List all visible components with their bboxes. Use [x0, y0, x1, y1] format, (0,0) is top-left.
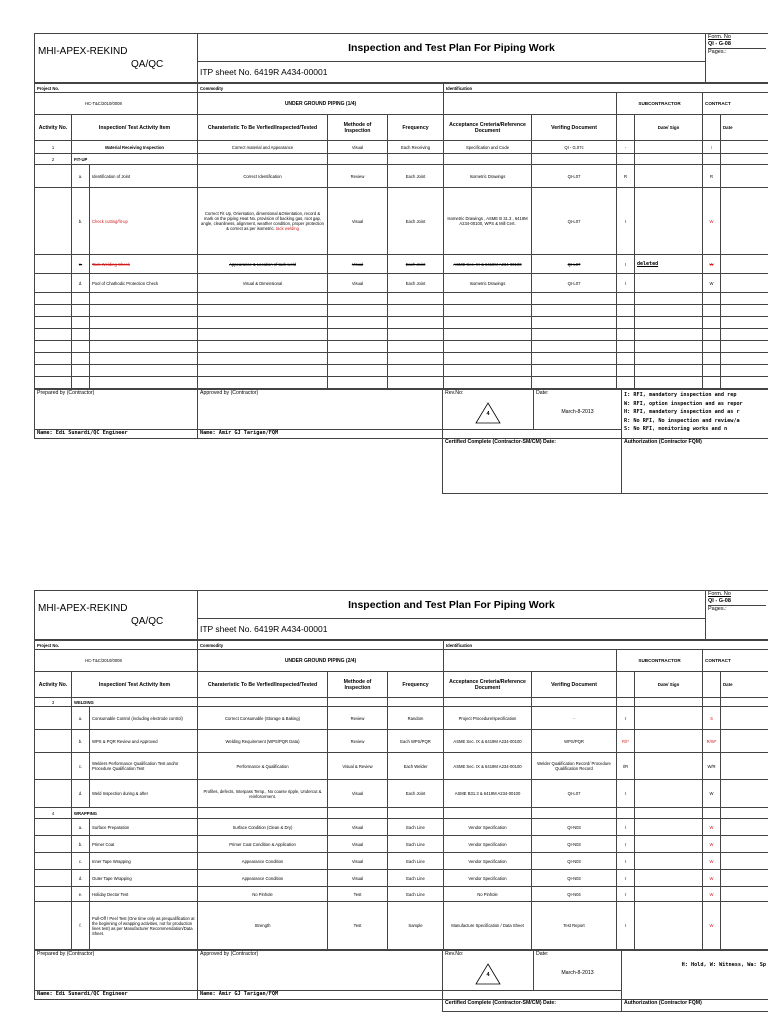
sub-item-letter: a.: [72, 165, 90, 188]
empty-row: [35, 341, 768, 353]
legend-block: [622, 390, 768, 439]
revision-triangle-icon: [475, 963, 501, 985]
authorization-label: Authorization (Contractor FQM): [622, 439, 768, 494]
date-label: Date:: [536, 390, 549, 396]
verifying-document: Welder Qualification Record/ Procedure Qualification Record: [532, 753, 617, 780]
activity-item: Check cutting/fit-up: [90, 188, 198, 255]
verifying-document: WPS/PQR: [532, 730, 617, 753]
identification-label: Identification: [444, 84, 768, 93]
empty-row: [35, 377, 768, 389]
table-row: [35, 780, 768, 808]
characteristic: Appearance Condition: [198, 853, 328, 870]
sub-item-letter: a.: [72, 819, 90, 836]
legend-item: H: RFI, mandatory inspection and as r: [624, 409, 740, 416]
sub-item-letter: c.: [72, 255, 90, 274]
prepared-by-name: Name: Edi Sunardi/QC Engineer: [35, 430, 198, 439]
subcontractor-code: I: [617, 887, 635, 902]
company-name: MHI-APEX-REKIND: [38, 603, 128, 614]
sub-item-letter: c.: [72, 753, 90, 780]
company-name: MHI-APEX-REKIND: [38, 46, 128, 57]
verifying-document: QI-N03: [532, 853, 617, 870]
rev-block: [443, 390, 534, 430]
characteristic: Correct Consumable (Storage & Baking): [198, 707, 328, 730]
sub-item-letter: f.: [72, 902, 90, 950]
col-acceptance: Acceptance Creteria/Reference Document: [444, 672, 532, 698]
characteristic: No Pinhole: [198, 887, 328, 902]
activity-item: Holiday Dector Test: [90, 887, 198, 902]
acceptance: ASME B31.3 & 6419M A234-00100: [444, 780, 532, 808]
acceptance: ASME Sec. IX & 6419M A234-00100: [444, 255, 532, 274]
prepared-by-label: Prepared by (Contractor): [35, 390, 198, 430]
table-row: [35, 753, 768, 780]
method: Visual: [328, 853, 388, 870]
sub-item-letter: d.: [72, 274, 90, 293]
acceptance: Manufacture Specification / Data Sheet: [444, 902, 532, 950]
frequency: Sample: [388, 902, 444, 950]
rev-no-label: Rev.No:: [445, 390, 464, 396]
frequency: Each Joint: [388, 188, 444, 255]
verifying-document: QI-L07: [532, 255, 617, 274]
col-con-date-sign: Date: [721, 672, 768, 698]
activity-item: Outer Tape Wrapping: [90, 870, 198, 887]
acceptance: Vendor Specification: [444, 853, 532, 870]
contractor-code: W: [703, 780, 721, 808]
acceptance: Specification and Code: [444, 141, 532, 154]
sub-item-letter: b.: [72, 730, 90, 753]
approved-by-name: Name: Amir GJ Tarigan/FQM: [198, 991, 443, 1000]
col-con-date-sign: Date: [721, 115, 768, 141]
frequency: Each Line: [388, 819, 444, 836]
empty-row: [35, 365, 768, 377]
verifying-document: QI-N04: [532, 887, 617, 902]
activity-item: WELDING: [72, 698, 198, 707]
commodity-value: UNDER GROUND PIPING (1/4): [198, 93, 444, 115]
frequency: Each Welder: [388, 753, 444, 780]
contractor-code: I: [703, 141, 721, 154]
method: Visual: [328, 141, 388, 154]
table-row: [35, 274, 768, 293]
col-activity-item: Inspection/ Test Activity Item: [72, 115, 198, 141]
activity-item: Primer Coat: [90, 836, 198, 853]
subcontractor-code: R/I*: [617, 730, 635, 753]
contractor-code: W: [703, 902, 721, 950]
subcontractor-code: -: [617, 141, 635, 154]
acceptance: Vendor Specification: [444, 870, 532, 887]
sub-item-letter: d.: [72, 870, 90, 887]
characteristic: Visual & Dimensional: [198, 274, 328, 293]
method: Visual: [328, 188, 388, 255]
itp-sheet-1: [34, 33, 768, 494]
legend-item: I: RFI, mandatory inspection and rep: [624, 392, 737, 398]
form-no-label: Form. No: [708, 591, 731, 597]
activity-item: Pool of Chathodic Protection Check: [90, 274, 198, 293]
itp-sheet-2: [34, 590, 768, 1012]
certified-complete-label: Certified Complete (Contractor-SM/CM) Date:: [443, 1000, 622, 1012]
method: Visual: [328, 780, 388, 808]
method: Visual: [328, 255, 388, 274]
subcontractor-code: I: [617, 902, 635, 950]
activity-item: WPS & PQR Review and Approved: [90, 730, 198, 753]
acceptance: Isometric Drawings: [444, 165, 532, 188]
document-title: Inspection and Test Plan For Piping Work: [198, 591, 706, 619]
frequency: Each Line: [388, 870, 444, 887]
commodity-value: UNDER GROUND PIPING (2/4): [198, 650, 444, 672]
table-row: [35, 887, 768, 902]
legend-item: W: RFI, option inspection and as repor: [624, 400, 743, 407]
table-row: [35, 707, 768, 730]
frequency: Each Joint: [388, 780, 444, 808]
col-characteristic: Charateristic To Be Verfied/Inspected/Tested: [198, 115, 328, 141]
col-acceptance: Acceptance Creteria/Reference Document: [444, 115, 532, 141]
characteristic: Welding Requirement (WPS/PQR Data): [198, 730, 328, 753]
subcontractor-code: I/R: [617, 753, 635, 780]
table-row: [35, 870, 768, 887]
subcontractor-code: I: [617, 707, 635, 730]
frequency: Each Line: [388, 853, 444, 870]
contractor-code: W: [703, 255, 721, 274]
subcontractor-code: I: [617, 819, 635, 836]
date-value: March-8-2013: [561, 970, 594, 976]
form-no: QI - G-08: [708, 598, 766, 606]
activity-item: FIT-UP: [72, 154, 198, 165]
subcontractor-code: I: [617, 274, 635, 293]
department: QA/QC: [131, 616, 164, 627]
acceptance: No Pinhole: [444, 887, 532, 902]
characteristic: Profiles, defects, Interpass Temp., No coarse ripple, Undercut & reinforcement.: [198, 780, 328, 808]
frequency: Each Line: [388, 836, 444, 853]
activity-no: 1: [35, 141, 72, 154]
sub-item-letter: d.: [72, 780, 90, 808]
table-row: [35, 808, 768, 819]
table-row: [35, 902, 768, 950]
activity-item: Weld Inspection during & after: [90, 780, 198, 808]
method: Test: [328, 902, 388, 950]
characteristic: Strength: [198, 902, 328, 950]
method: Review: [328, 165, 388, 188]
col-verifying: Verifing Document: [532, 672, 617, 698]
company-block: [35, 591, 198, 640]
col-sub-date-sign: Date/ Sign: [635, 672, 703, 698]
activity-item: WRAPPING: [72, 808, 198, 819]
contractor-code: R: [703, 165, 721, 188]
certified-complete-label: Certified Complete (Contractor-SM/CM) Date:: [443, 439, 622, 494]
method: Review: [328, 707, 388, 730]
form-no: QI - G-08: [708, 41, 766, 49]
empty-row: [35, 293, 768, 305]
col-characteristic: Charateristic To Be Verfied/Inspected/Tested: [198, 672, 328, 698]
table-row: [35, 698, 768, 707]
department: QA/QC: [131, 59, 164, 70]
identification-value: [444, 650, 617, 672]
verifying-document: Test Report: [532, 902, 617, 950]
commodity-label: Commodity: [198, 84, 444, 93]
characteristic: Appearance & Location of tack weld: [198, 255, 328, 274]
col-con-code: [703, 672, 721, 698]
col-activity-no: Activity No.: [35, 115, 72, 141]
date-block: [534, 390, 622, 430]
verifying-document: QI - G.07c: [532, 141, 617, 154]
empty-row: [35, 305, 768, 317]
project-no: HC-T&C/2010/0008: [35, 650, 198, 672]
method: Review: [328, 730, 388, 753]
activity-item: Welders Performance Qualification Test and/or Procedure Qualification Test: [90, 753, 198, 780]
characteristic: Primer Coat Condition & Application: [198, 836, 328, 853]
characteristic: Surface Condition (Clean & Dry): [198, 819, 328, 836]
frequency: Random: [388, 707, 444, 730]
activity-no: 2: [35, 154, 72, 165]
verifying-document: QI-N03: [532, 819, 617, 836]
commodity-label: Commodity: [198, 641, 444, 650]
method: Visual: [328, 870, 388, 887]
header-table: [34, 33, 768, 83]
activity-item: Identification of Joint: [90, 165, 198, 188]
deleted-note: deleted: [637, 261, 659, 267]
itp-sheet-number: ITP sheet No. 6419R A434-00001: [198, 62, 706, 83]
activity-item: Material Receiving Inspection: [72, 141, 198, 154]
col-method: Methode of Inspection: [328, 115, 388, 141]
frequency: Each Joint: [388, 274, 444, 293]
method: Test: [328, 887, 388, 902]
col-sub-code: [617, 672, 635, 698]
table-row: [35, 165, 768, 188]
frequency: Each WPS/PQR: [388, 730, 444, 753]
method: Visual: [328, 819, 388, 836]
table-row: [35, 141, 768, 154]
table-row: [35, 853, 768, 870]
verifying-document: QI-L07: [532, 165, 617, 188]
table-row: [35, 188, 768, 255]
contractor-code: W: [703, 870, 721, 887]
date-block: [534, 951, 622, 991]
col-frequency: Frequency: [388, 115, 444, 141]
contractor-code: W/R: [703, 753, 721, 780]
inspection-table: [34, 83, 768, 389]
col-sub-code: [617, 115, 635, 141]
footer-table: [34, 950, 768, 1012]
company-block: [35, 34, 198, 83]
date-label: Date:: [536, 951, 549, 957]
rev-value: 4: [486, 972, 490, 978]
acceptance: Isometric Drawings , ASME B 31.3 , 6419M A234-00100, WPS & Mill Cert.: [444, 188, 532, 255]
activity-item: Pull-Off / Peel Test (One time only as prequalification at the beginning of wrapping activities, not for production lines test) as per Manufacturer Recommendation/Data Sheet.: [90, 902, 198, 950]
acceptance: Vendor Specification: [444, 836, 532, 853]
frequency: Each Joint: [388, 255, 444, 274]
table-row: [35, 255, 768, 274]
contractor-header: CONTRACT: [703, 93, 768, 115]
table-row: [35, 730, 768, 753]
prepared-by-name: Name: Edi Sunardi/QC Engineer: [35, 991, 198, 1000]
sub-item-letter: a.: [72, 707, 90, 730]
pages-label: Pages.:: [708, 606, 727, 612]
legend-item: R: No RFI, No inspection and review/a: [624, 417, 740, 424]
project-no-label: Project No.: [35, 84, 198, 93]
frequency: Each Joint: [388, 165, 444, 188]
rev-value: 4: [486, 411, 490, 417]
subcontractor-code: I: [617, 188, 635, 255]
characteristic: Correct material and Appearance: [198, 141, 328, 154]
identification-label: Identification: [444, 641, 768, 650]
table-row: [35, 836, 768, 853]
rev-block: [443, 951, 534, 991]
legend-hold-witness: H: Hold, W: Witness, Wa: Sp: [681, 962, 766, 968]
empty-row: [35, 317, 768, 329]
sub-item-letter: c.: [72, 853, 90, 870]
subcontractor-header: SUBCONTRACTOR: [617, 650, 703, 672]
approved-by-label: Approved by (Contractor): [198, 390, 443, 430]
col-method: Methode of Inspection: [328, 672, 388, 698]
characteristic: Correct Fit Up, Orientation, dimentional &Orientation, record & mark on the piping Heat No. provision of backing gas, root gap, angle, cleanliness, alignment, weather condition, proper protection & correct as per isometric. tack welding: [198, 188, 328, 255]
activity-item: Surface Preparation: [90, 819, 198, 836]
sub-item-letter: e.: [72, 887, 90, 902]
verifying-document: QI-N03: [532, 870, 617, 887]
project-no-label: Project No.: [35, 641, 198, 650]
revision-triangle-icon: [475, 402, 501, 424]
contractor-code: W: [703, 188, 721, 255]
contractor-code: W: [703, 887, 721, 902]
document-title: Inspection and Test Plan For Piping Work: [198, 34, 706, 62]
characteristic: Appearance Condition: [198, 870, 328, 887]
subcontractor-code: I: [617, 870, 635, 887]
approved-by-label: Approved by (Contractor): [198, 951, 443, 991]
contractor-code: W: [703, 819, 721, 836]
contractor-code: W: [703, 274, 721, 293]
verifying-document: QI-L07: [532, 780, 617, 808]
prepared-by-label: Prepared by (Contractor): [35, 951, 198, 991]
verifying-document: -: [532, 707, 617, 730]
acceptance: Project Procedure/specification: [444, 707, 532, 730]
table-row: [35, 154, 768, 165]
method: Visual & Review: [328, 753, 388, 780]
header-table: [34, 590, 768, 640]
subcontractor-code: R: [617, 165, 635, 188]
activity-no: 4: [35, 808, 72, 819]
acceptance: ASME Sec. IX & 6419M A234-00100: [444, 730, 532, 753]
frequency: Each Receiving: [388, 141, 444, 154]
method: Visual: [328, 274, 388, 293]
sub-item-letter: b.: [72, 836, 90, 853]
subcontractor-sign: [635, 141, 703, 154]
subcontractor-code: I: [617, 255, 635, 274]
empty-row: [35, 353, 768, 365]
characteristic: Performance & Qualification: [198, 753, 328, 780]
pages-label: Pages.:: [708, 49, 727, 55]
acceptance: Vendor Specification: [444, 819, 532, 836]
col-activity-item: Inspection/ Test Activity Item: [72, 672, 198, 698]
activity-item: Consumable Control (including electrode control): [90, 707, 198, 730]
form-no-label: Form. No: [708, 34, 731, 40]
acceptance: Isometric Drawings: [444, 274, 532, 293]
col-sub-date-sign: Date/ Sign: [635, 115, 703, 141]
footer-table: [34, 389, 768, 494]
activity-item: Tack Welding Check: [90, 255, 198, 274]
itp-sheet-number: ITP sheet No. 6419R A434-00001: [198, 619, 706, 640]
col-frequency: Frequency: [388, 672, 444, 698]
rev-no-label: Rev.No:: [445, 951, 464, 957]
legend-block: [622, 951, 768, 1000]
sub-item-letter: b.: [72, 188, 90, 255]
table-row: [35, 819, 768, 836]
frequency: Each Line: [388, 887, 444, 902]
form-number-block: [706, 591, 768, 640]
project-no: HC-T&C/2010/0008: [35, 93, 198, 115]
contractor-code: S: [703, 707, 721, 730]
empty-row: [35, 329, 768, 341]
verifying-document: QI-N03: [532, 836, 617, 853]
contractor-header: CONTRACT: [703, 650, 768, 672]
date-value: March-8-2013: [561, 409, 594, 415]
contractor-code: R/W*: [703, 730, 721, 753]
verifying-document: QI-L07: [532, 188, 617, 255]
characteristic: Correct Identification: [198, 165, 328, 188]
authorization-label: Authorization (Contractor FQM): [622, 1000, 768, 1012]
approved-by-name: Name: Amir GJ Tarigan/FQM: [198, 430, 443, 439]
subcontractor-header: SUBCONTRACTOR: [617, 93, 703, 115]
legend-item: S: No RFI, monitoring works and n: [624, 426, 728, 433]
identification-value: [444, 93, 617, 115]
inspection-table: [34, 640, 768, 950]
contractor-code: W: [703, 836, 721, 853]
subcontractor-code: I: [617, 853, 635, 870]
contractor-code: W: [703, 853, 721, 870]
col-verifying: Verifing Document: [532, 115, 617, 141]
activity-no: 3: [35, 698, 72, 707]
subcontractor-code: I: [617, 780, 635, 808]
activity-item: Inner Tape Wrapping: [90, 853, 198, 870]
method: Visual: [328, 836, 388, 853]
col-con-code: [703, 115, 721, 141]
verifying-document: QI-L07: [532, 274, 617, 293]
acceptance: ASME Sec. IX & 6419M A234-00100: [444, 753, 532, 780]
col-activity-no: Activity No.: [35, 672, 72, 698]
subcontractor-code: I: [617, 836, 635, 853]
contractor-sign: [721, 141, 768, 154]
form-number-block: [706, 34, 768, 83]
